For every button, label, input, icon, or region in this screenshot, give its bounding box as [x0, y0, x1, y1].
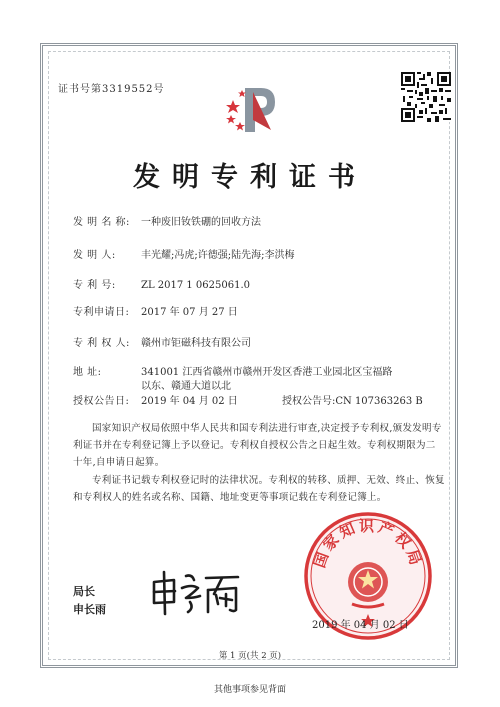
field-value: 341001 江西省赣州市赣州开发区香港工业园北区宝福路: [141, 367, 393, 378]
field-value: 2019 年 04 月 02 日: [141, 396, 238, 407]
field-invention-name: [73, 216, 261, 230]
field-patent-number: [73, 279, 250, 293]
field-value: 授权公告号:CN 107363263 B: [282, 396, 423, 407]
certificate-number: 证书号第3319552号: [58, 84, 165, 95]
field-value: ZL 2017 1 0625061.0: [141, 280, 251, 291]
field-label: 发 明 人:: [73, 250, 116, 261]
signature-icon: [148, 568, 243, 616]
director-title: 局长: [73, 585, 95, 598]
field-label: 专 利 权 人:: [73, 338, 130, 349]
field-label: 发 明 名 称:: [73, 217, 130, 228]
seal-date: 2019 年 04 月 02 日: [312, 620, 409, 631]
field-label: 专利申请日:: [73, 307, 130, 318]
field-value: 一种废旧钕铁硼的回收方法: [141, 217, 261, 228]
field-label: 专 利 号:: [73, 280, 116, 291]
footer-note: 其他事项参见背面: [213, 685, 286, 695]
field-value: 以东、赣通大道以北: [141, 381, 231, 392]
qr-code-icon: [401, 72, 451, 122]
certificate-title: 发明专利证书: [133, 162, 367, 193]
field-patentee: [73, 337, 251, 351]
field-address-line2: [141, 380, 231, 394]
director-name: 申长雨: [73, 603, 106, 616]
field-grant-date: [73, 395, 238, 409]
field-inventors: [73, 249, 294, 263]
statement-paragraph: 国家知识产权局依照中华人民共和国专利法进行审查,决定授予专利权,颁发发明专利证书并在专利登记簿上予以登记。专利权自授权公告之日起生效。专利权期限为二十年,自申请日起算。: [73, 423, 442, 468]
cnipa-logo-icon: [223, 82, 283, 140]
field-application-date: [73, 306, 238, 320]
field-grant-publication-number: [282, 395, 423, 409]
field-value: 2017 年 07 月 27 日: [141, 307, 238, 318]
field-address: [73, 366, 392, 380]
seal-text: 国家知识产权局: [310, 516, 426, 571]
page-indicator: 第 1 页(共 2 页): [218, 651, 282, 661]
legal-status-paragraph: 专利证书记载专利权登记时的法律状况。专利权的转移、质押、无效、终止、恢复和专利权人的姓名或名称、国籍、地址变更等事项记载在专利登记簿上。: [73, 475, 445, 503]
field-label: 授权公告日:: [73, 396, 130, 407]
field-value: 丰光耀;冯虎;许德强;陆先海;李洪梅: [141, 250, 295, 261]
field-value: 赣州市钜磁科技有限公司: [141, 338, 251, 349]
field-label: 地 址:: [73, 367, 102, 378]
